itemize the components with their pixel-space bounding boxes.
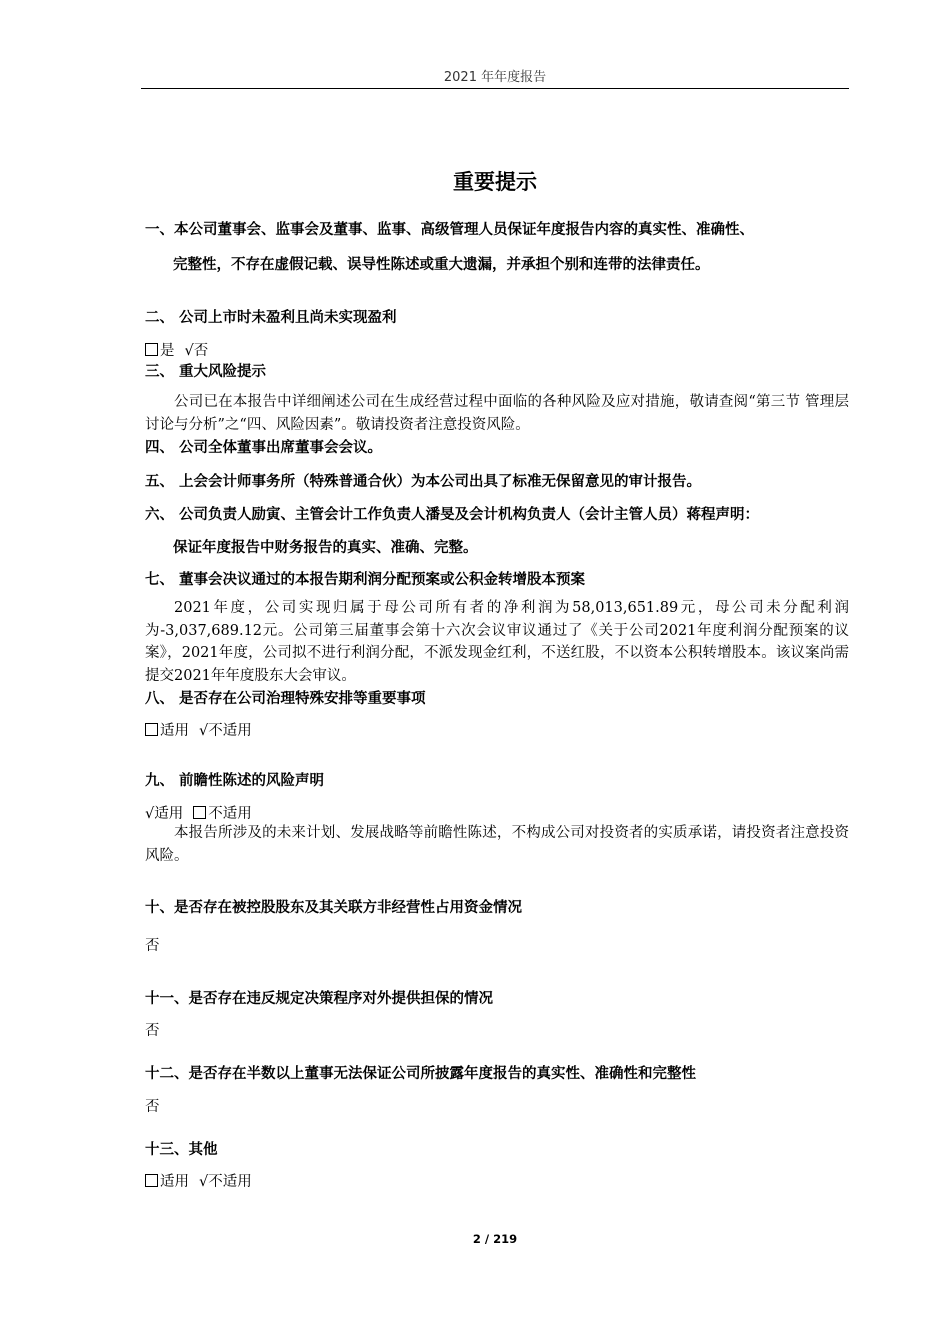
- option-applicable: 适用: [160, 1174, 189, 1190]
- page-title: 重要提示: [453, 170, 537, 194]
- item-thirteen-heading: 十三、其他: [145, 1142, 218, 1158]
- header-rule: [141, 88, 849, 89]
- option-not-applicable-checked: √不适用: [199, 723, 252, 739]
- item-ten-answer: 否: [145, 938, 160, 954]
- item-eleven-answer: 否: [145, 1023, 160, 1039]
- item-seven-heading: 七、 董事会决议通过的本报告期利润分配预案或公积金转增股本预案: [145, 572, 586, 588]
- checkbox-unchecked-icon: [145, 343, 158, 356]
- item-one-line1: 一、本公司董事会、监事会及董事、监事、高级管理人员保证年度报告内容的真实性、准确性、: [145, 222, 754, 238]
- item-three-heading: 三、 重大风险提示: [145, 364, 267, 380]
- item-eight-heading: 八、 是否存在公司治理特殊安排等重要事项: [145, 691, 426, 707]
- checkbox-unchecked-icon: [145, 723, 158, 736]
- item-eleven-heading: 十一、是否存在违反规定决策程序对外提供担保的情况: [145, 991, 493, 1007]
- item-twelve-answer: 否: [145, 1099, 160, 1115]
- option-not-applicable: 不适用: [208, 806, 252, 822]
- item-two-options: [145, 339, 208, 360]
- option-no-checked: √否: [184, 343, 209, 359]
- item-six-line2: 保证年度报告中财务报告的真实、准确、完整。: [173, 540, 478, 556]
- item-eight-options: [145, 719, 252, 740]
- item-twelve-heading: 十二、是否存在半数以上董事无法保证公司所披露年度报告的真实性、准确性和完整性: [145, 1066, 696, 1082]
- item-five-heading: 五、 上会会计师事务所（特殊普通合伙）为本公司出具了标准无保留意见的审计报告。: [145, 474, 702, 490]
- option-applicable: 适用: [160, 723, 189, 739]
- item-three-body: 公司已在本报告中详细阐述公司在生成经营过程中面临的各种风险及应对措施，敬请查阅“第三节 管理层讨论与分析”之“四、风险因素”。敬请投资者注意投资风险。: [145, 394, 849, 433]
- item-four-heading: 四、 公司全体董事出席董事会会议。: [145, 440, 383, 456]
- item-nine-heading: 九、 前瞻性陈述的风险声明: [145, 773, 325, 789]
- item-thirteen-options: [145, 1170, 252, 1191]
- option-not-applicable-checked: √不适用: [199, 1174, 252, 1190]
- checkbox-unchecked-icon: [145, 1174, 158, 1187]
- item-six-line1: 六、 公司负责人励寅、主管会计工作负责人潘旻及会计机构负责人（会计主管人员）蒋程声明：: [145, 507, 760, 523]
- item-nine-body: 本报告所涉及的未来计划、发展战略等前瞻性陈述，不构成公司对投资者的实质承诺，请投资者注意投资风险。: [145, 825, 849, 864]
- item-ten-heading: 十、是否存在被控股股东及其关联方非经营性占用资金情况: [145, 900, 522, 916]
- item-nine-options: [145, 802, 252, 823]
- item-seven-body: 2021年度，公司实现归属于母公司所有者的净利润为58,013,651.89元，母公司未分配利润为-3,037,689.12元。公司第三届董事会第十六次会议审议通过了《关于公司2021年度利润分配预案的议案》，2021年度，公司拟不进行利润分配，不派发现金红利，不送红股，不以资本公积转增股本。该议案尚需提交2021年年度股东大会审议。: [145, 600, 849, 684]
- item-two-heading: 二、 公司上市时未盈利且尚未实现盈利: [145, 310, 397, 326]
- page-number: 2 / 219: [472, 1232, 518, 1246]
- page-header: 2021 年年度报告: [443, 70, 547, 85]
- checkbox-unchecked-icon: [193, 806, 206, 819]
- option-applicable-checked: √适用: [145, 806, 184, 822]
- option-yes: 是: [160, 343, 175, 359]
- item-one-line2: 完整性，不存在虚假记载、误导性陈述或重大遗漏，并承担个别和连带的法律责任。: [173, 257, 710, 273]
